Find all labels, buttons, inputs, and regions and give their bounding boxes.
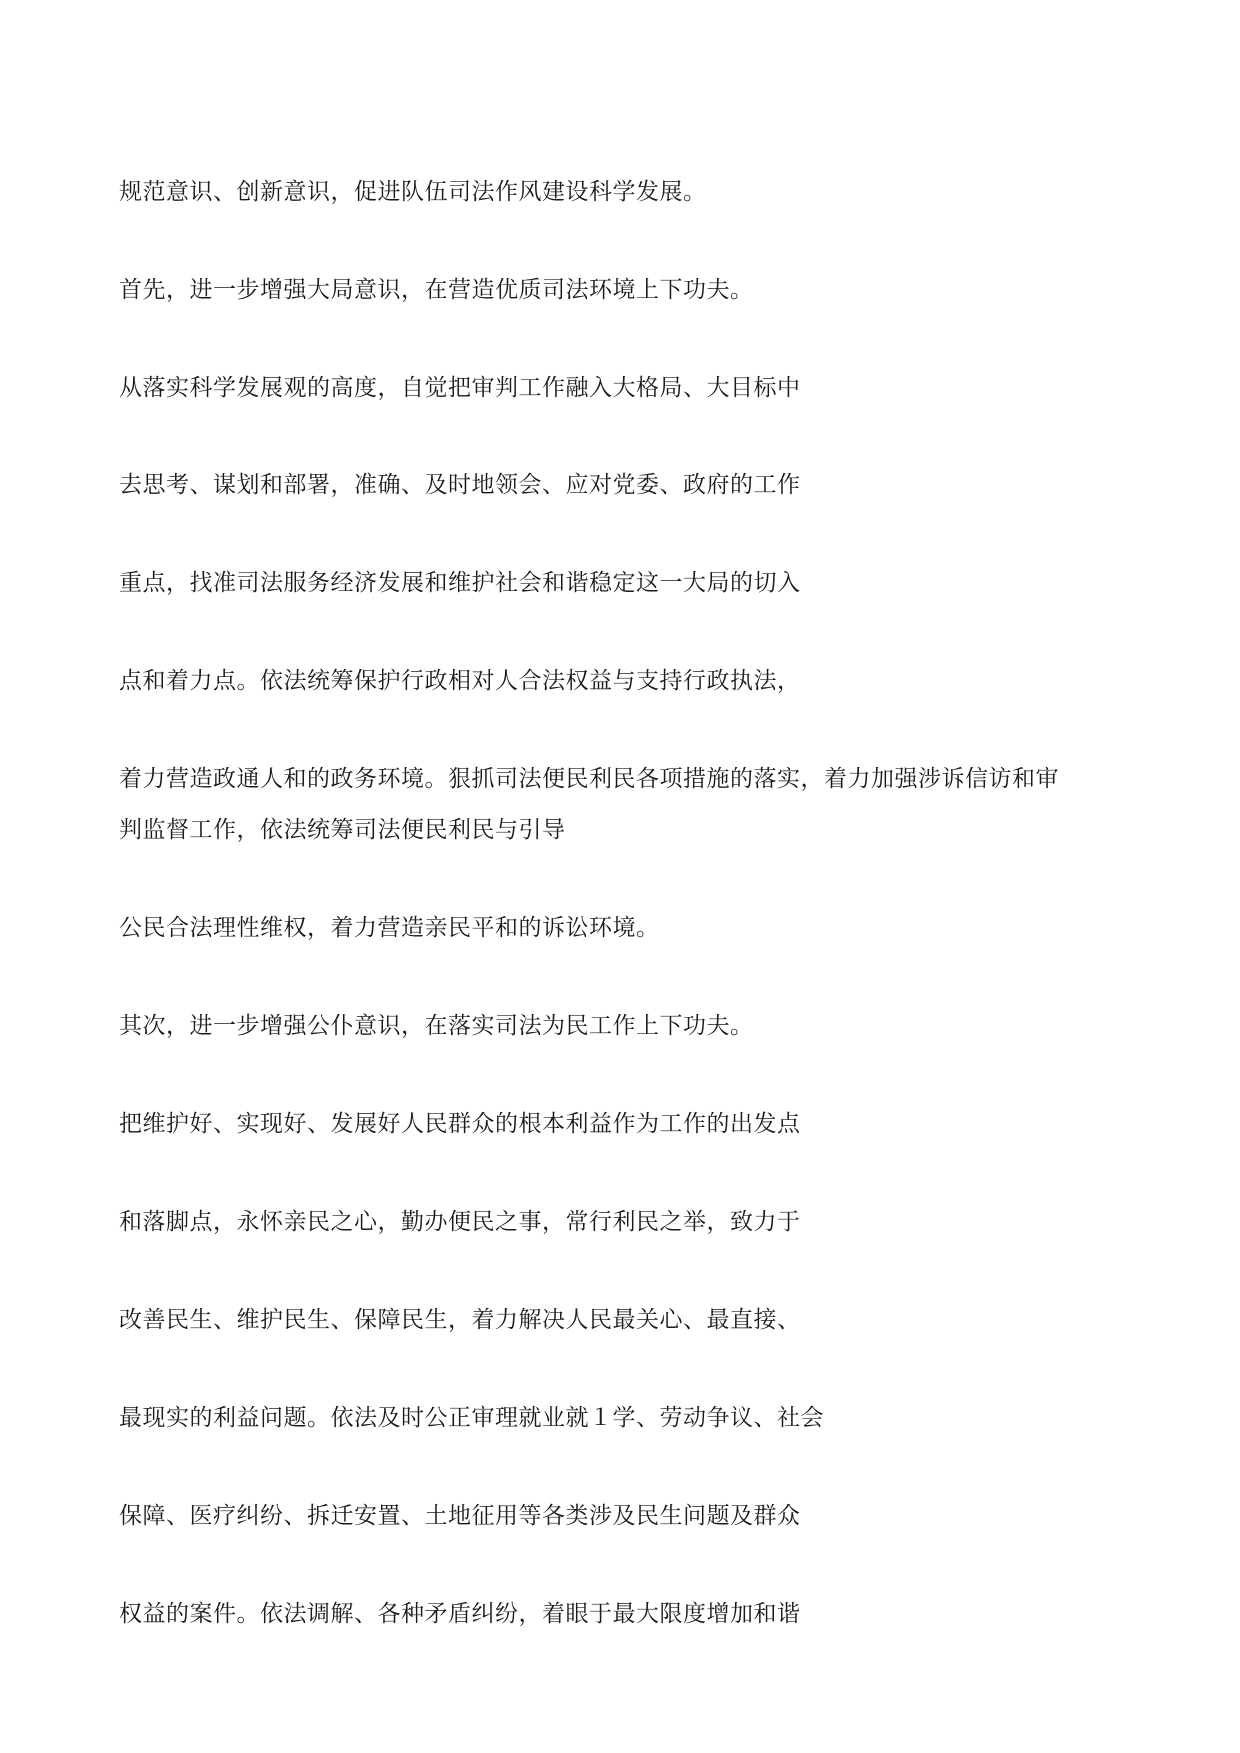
- body-text-line: 权益的案件。依法调解、各种矛盾纠纷，着眼于最大限度增加和谐: [119, 1601, 801, 1627]
- body-text-line: 点和着力点。依法统筹保护行政相对人合法权益与支持行政执法，: [119, 668, 801, 694]
- body-text-line: 最现实的利益问题。依法及时公正审理就业就１学、劳动争议、社会: [119, 1405, 824, 1431]
- body-text-line: 和落脚点，永怀亲民之心，勤办便民之事，常行利民之举，致力于: [119, 1209, 801, 1235]
- body-text-line: 着力营造政通人和的政务环境。狠抓司法便民利民各项措施的落实，着力加强涉诉信访和审: [119, 766, 1059, 792]
- body-text-line: 从落实科学发展观的高度，自觉把审判工作融入大格局、大目标中: [119, 375, 801, 401]
- body-text-line: 规范意识、创新意识，促进队伍司法作风建设科学发展。: [119, 179, 707, 205]
- body-text-line: 去思考、谋划和部署，准确、及时地领会、应对党委、政府的工作: [119, 472, 801, 498]
- body-text-line: 其次，进一步增强公仆意识，在落实司法为民工作上下功夫。: [119, 1013, 754, 1039]
- body-text-line: 把维护好、实现好、发展好人民群众的根本利益作为工作的出发点: [119, 1111, 801, 1137]
- body-text-line: 首先，进一步增强大局意识，在营造优质司法环境上下功夫。: [119, 277, 754, 303]
- body-text-line: 保障、医疗纠纷、拆迁安置、土地征用等各类涉及民生问题及群众: [119, 1503, 801, 1529]
- body-text-line: 改善民生、维护民生、保障民生，着力解决人民最关心、最直接、: [119, 1307, 801, 1333]
- body-text-line: 判监督工作，依法统筹司法便民利民与引导: [119, 817, 566, 843]
- body-text-line: 重点，找准司法服务经济发展和维护社会和谐稳定这一大局的切入: [119, 570, 801, 596]
- body-text-line: 公民合法理性维权，着力营造亲民平和的诉讼环境。: [119, 915, 660, 941]
